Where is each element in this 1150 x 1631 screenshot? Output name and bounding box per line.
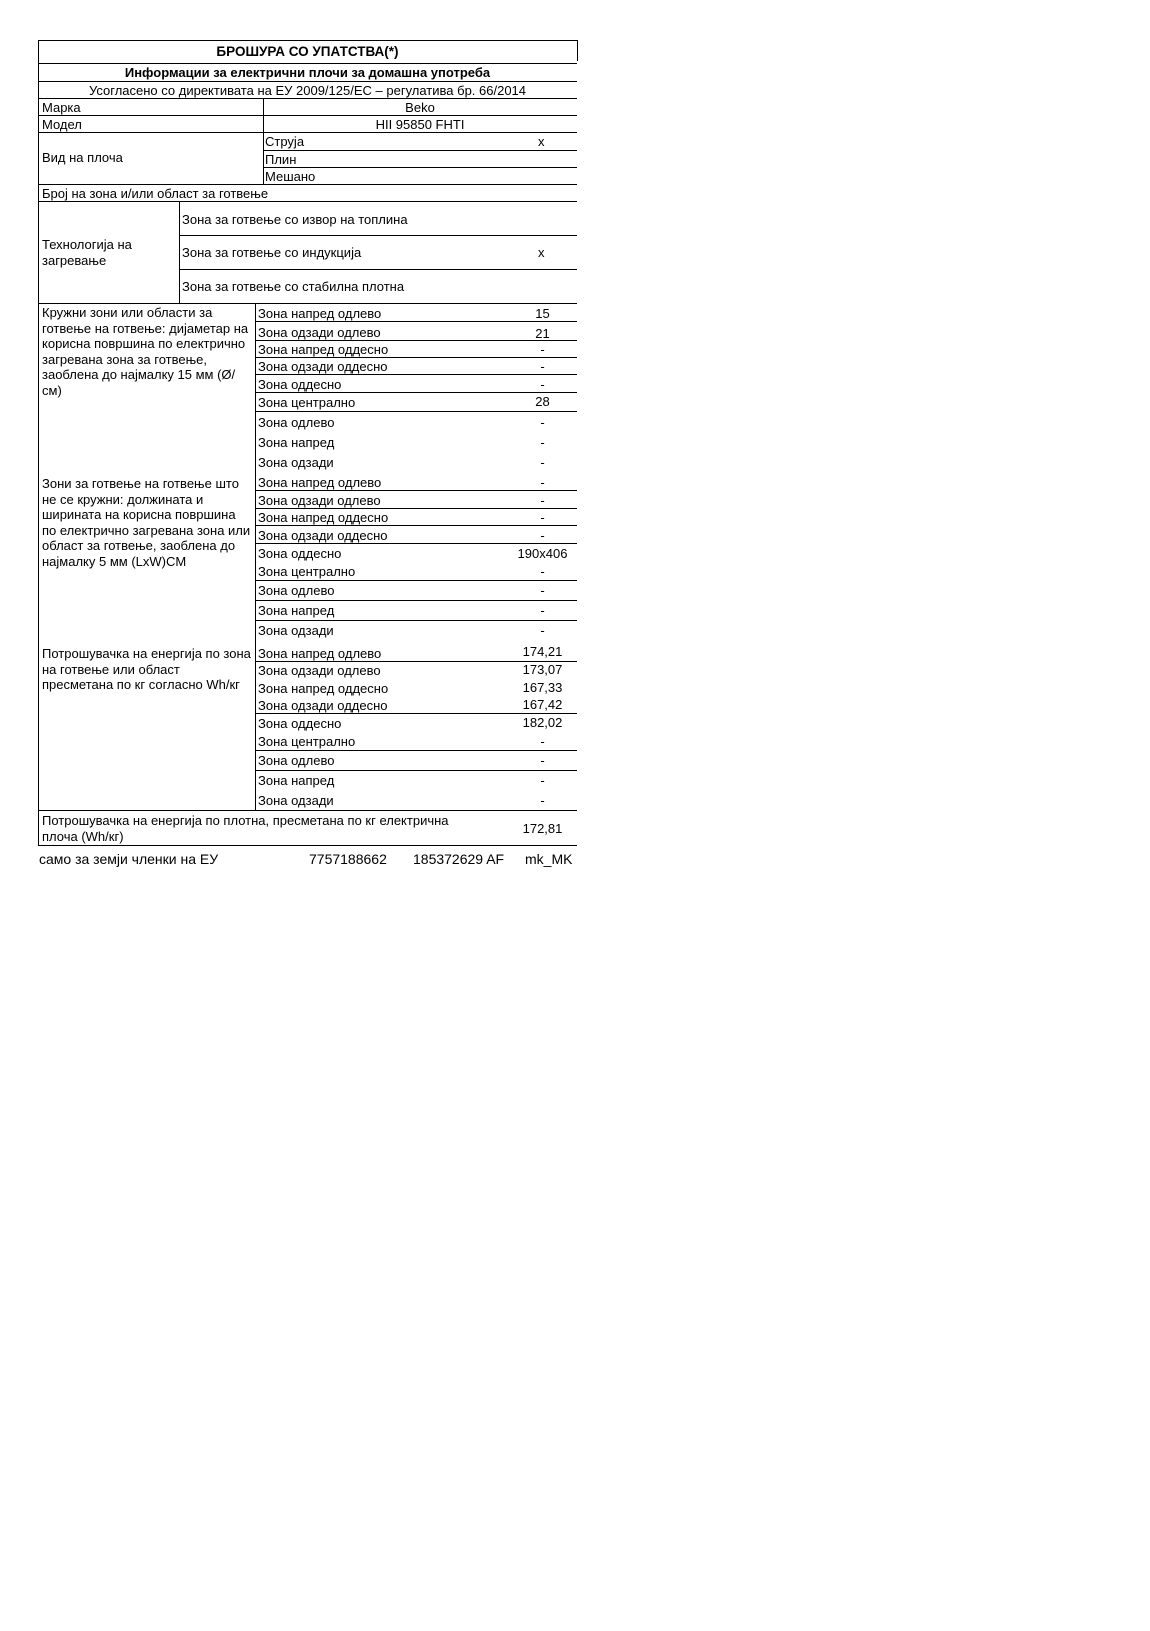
zone-value: - — [540, 564, 545, 579]
zone-value: - — [540, 510, 545, 525]
hob-type-label: Вид на плоча — [42, 150, 123, 165]
zone-name: Зона одлево — [258, 583, 335, 598]
heating-tech-option-label: Зона за готвење со стабилна плотна — [182, 279, 405, 294]
directive-text: Усогласено со директивата на ЕУ 2009/125/ЕС – регулатива бр. 66/2014 — [88, 83, 527, 98]
zone-value: - — [540, 493, 545, 508]
zone-name: Зона одзади — [258, 623, 334, 638]
brand-value: Beko — [405, 100, 435, 115]
energy-per-zone-label: Потрошувачка на енергија по зона на готвење или област пресметана по кг согласно Wh/кг — [42, 646, 251, 692]
zone-value: 28 — [535, 394, 550, 409]
zone-name: Зона напред одлево — [258, 475, 382, 490]
zone-name: Зона оддесно — [258, 716, 342, 731]
zone-value: - — [540, 734, 545, 749]
footer-locale: mk_MK — [525, 851, 573, 867]
zone-value: 21 — [535, 326, 550, 341]
zone-name: Зона централно — [258, 564, 356, 579]
zone-name: Зона одзади — [258, 455, 334, 470]
zone-name: Зона оддесно — [258, 546, 342, 561]
zone-name: Зона одзади оддесно — [258, 528, 388, 543]
zone-name: Зона одзади — [258, 793, 334, 808]
zone-value: 173,07 — [522, 662, 563, 677]
zone-value: - — [540, 342, 545, 357]
zone-name: Зона одлево — [258, 415, 335, 430]
zone-value: 182,02 — [522, 715, 563, 730]
zone-value: - — [540, 528, 545, 543]
footer-code-1: 7757188662 — [309, 851, 387, 867]
zone-value: - — [540, 455, 545, 470]
zone-value: - — [540, 359, 545, 374]
circular-zones-label: Кружни зони или области за готвење на готвење: дијаметар на корисна површина по електрично загревана зона за готвење, заоблена до најмалку 15 мм (Ø/см) — [42, 305, 249, 398]
footer-code-2: 185372629 AF — [413, 851, 505, 867]
zone-value: - — [540, 377, 545, 392]
zone-value: - — [540, 475, 545, 490]
hob-type-option-label: Струја — [265, 134, 305, 149]
zone-value: - — [540, 603, 545, 618]
document-title: БРОШУРА СО УПАТСТВА(*) — [216, 44, 399, 59]
zone-name: Зона напред оддесно — [258, 510, 389, 525]
zone-name: Зона напред оддесно — [258, 342, 389, 357]
zone-value: 15 — [535, 306, 550, 321]
hob-type-option-label: Плин — [265, 152, 297, 167]
footer-note: само за земји членки на ЕУ — [39, 851, 219, 867]
model-value: HII 95850 FHTI — [375, 117, 465, 132]
zone-name: Зона напред — [258, 603, 335, 618]
noncircular-zones-label: Зони за готвење на готвење што не се кружни: должината и ширината на корисна површина по електрично загревана зона или област за готвење, заоблена до најмалку 5 мм (LxW)CM — [42, 476, 251, 569]
zone-name: Зона оддесно — [258, 377, 342, 392]
zone-value: 190x406 — [517, 546, 568, 561]
zone-value: - — [540, 623, 545, 638]
zone-value: 174,21 — [522, 644, 563, 659]
zone-name: Зона централно — [258, 395, 356, 410]
zone-name: Зона одзади одлево — [258, 663, 381, 678]
brand-label: Марка — [42, 100, 81, 115]
zone-name: Зона одзади одлево — [258, 493, 381, 508]
zone-name: Зона напред одлево — [258, 646, 382, 661]
heating-tech-option-label: Зона за готвење со индукција — [182, 245, 362, 260]
hob-type-option-label: Мешано — [265, 169, 316, 184]
energy-total-label: Потрошувачка на енергија по плотна, пресметана по кг електрична плоча (Wh/кг) — [42, 813, 449, 844]
zone-value: 167,42 — [522, 697, 563, 712]
zone-value: - — [540, 415, 545, 430]
zone-value: - — [540, 753, 545, 768]
model-label: Модел — [42, 117, 82, 132]
hob-type-option-mark: x — [538, 134, 545, 149]
document-subtitle: Информации за електрични плочи за домашна употреба — [124, 65, 491, 80]
zone-name: Зона одзади оддесно — [258, 359, 388, 374]
zone-value: - — [540, 773, 545, 788]
zone-name: Зона напред — [258, 773, 335, 788]
heating-tech-label: Технологија на загревање — [42, 237, 132, 268]
zone-value: 167,33 — [522, 680, 563, 695]
zone-name: Зона одлево — [258, 753, 335, 768]
zone-name: Зона напред оддесно — [258, 681, 389, 696]
zone-name: Зона централно — [258, 734, 356, 749]
energy-total-value: 172,81 — [522, 821, 563, 836]
heating-tech-option-mark: x — [538, 245, 545, 260]
zone-value: - — [540, 793, 545, 808]
zone-name: Зона одзади одлево — [258, 325, 381, 340]
zone-name: Зона напред одлево — [258, 306, 382, 321]
zone-value: - — [540, 583, 545, 598]
zone-value: - — [540, 435, 545, 450]
heating-tech-option-label: Зона за готвење со извор на топлина — [182, 212, 408, 227]
zones-count-label: Број на зона и/или област за готвење — [42, 186, 269, 201]
zone-name: Зона одзади оддесно — [258, 698, 388, 713]
zone-name: Зона напред — [258, 435, 335, 450]
